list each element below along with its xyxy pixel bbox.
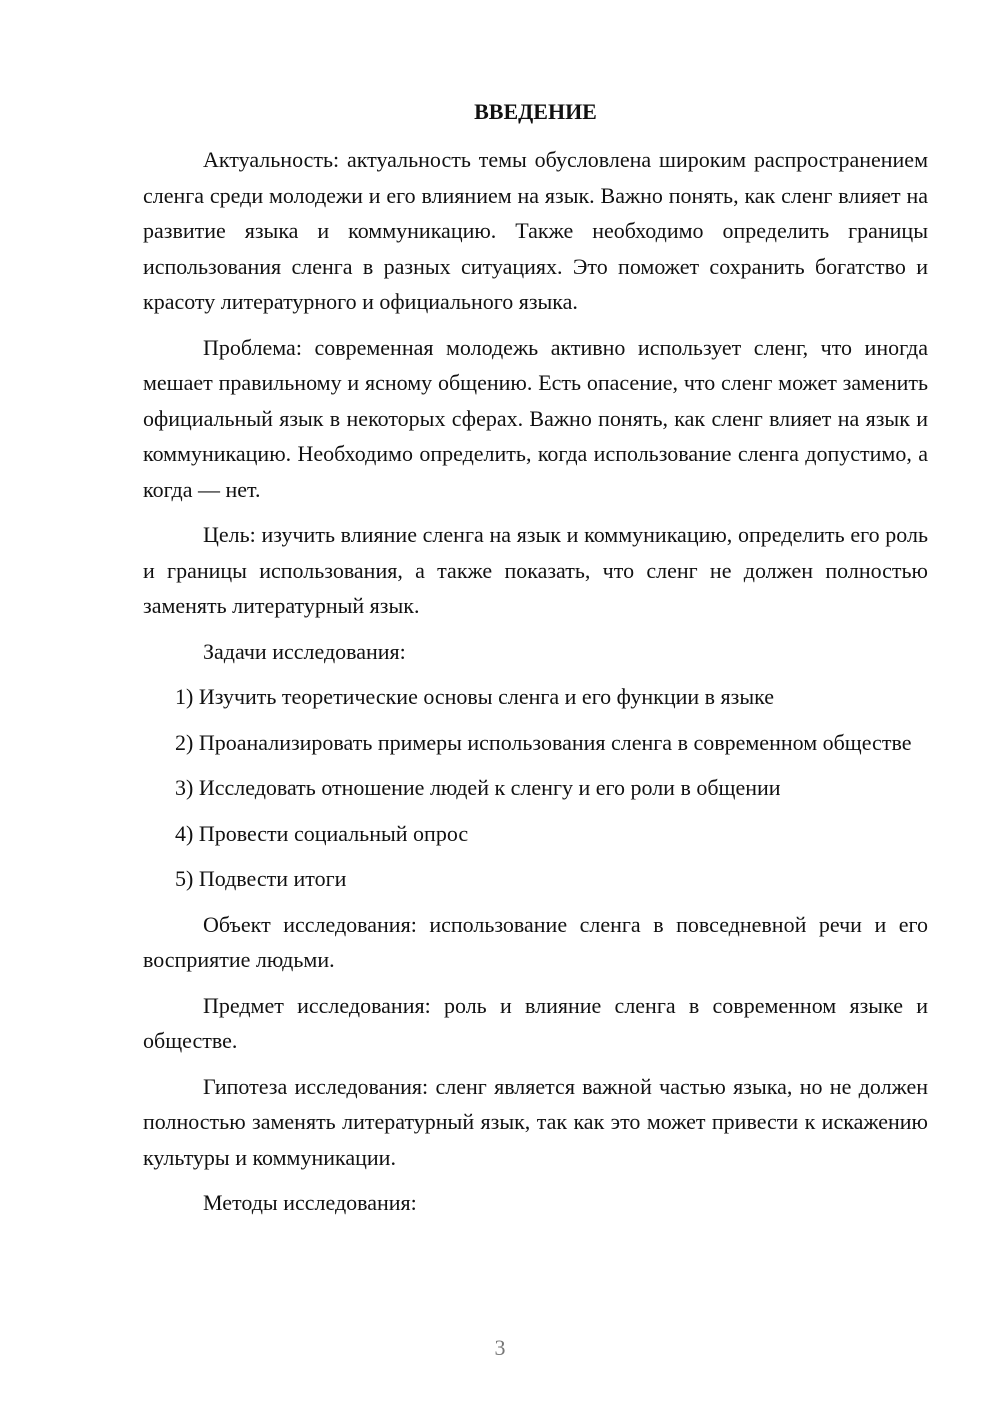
tasks-list — [143, 679, 928, 897]
section-title: ВВЕДЕНИЕ — [474, 99, 597, 124]
list-item: 2) Проанализировать примеры использования сленга в современном обществе — [175, 729, 912, 755]
paragraph-problem: Проблема: современная молодежь активно использует сленг, что иногда мешает правильному и ясному общению. Есть опасение, что сленг может заменить официальный язык в некоторых сферах. Важно понять, как сленг влияет на язык и коммуникацию. Необходимо определить, когда использование сленга допустимо, а когда — нет. — [143, 334, 928, 502]
paragraph-hypothesis: Гипотеза исследования: сленг является важной частью языка, но не должен полностью заменять литературный язык, так как это может привести к искажению культуры и коммуникации. — [143, 1073, 928, 1170]
list-item: 5) Подвести итоги — [175, 866, 347, 891]
paragraph-subject: Предмет исследования: роль и влияние сленга в современном языке и обществе. — [143, 992, 928, 1053]
paragraph-object: Объект исследования: использование сленга в повседневной речи и его восприятие людьми. — [143, 911, 928, 972]
page-content — [143, 96, 928, 1231]
list-item: 3) Исследовать отношение людей к сленгу и его роли в общении — [175, 775, 781, 800]
paragraph-relevance: Актуальность: актуальность темы обусловлена широким распространением сленга среди молодежи и его влиянием на язык. Важно понять, как сленг влияет на развитие языка и коммуникацию. Также необходимо определить границы использования сленга в разных ситуациях. Это поможет сохранить богатство и красоту литературного и официального языка. — [143, 147, 928, 314]
methods-heading: Методы исследования: — [203, 1190, 417, 1215]
page-number: 3 — [494, 1335, 506, 1360]
paragraph-goal: Цель: изучить влияние сленга на язык и коммуникацию, определить его роль и границы использования, а также показать, что сленг не должен полностью заменять литературный язык. — [143, 522, 928, 618]
list-item: 4) Провести социальный опрос — [175, 820, 469, 846]
list-item: 1) Изучить теоретические основы сленга и его функции в языке — [175, 684, 775, 709]
tasks-heading: Задачи исследования: — [203, 638, 406, 664]
